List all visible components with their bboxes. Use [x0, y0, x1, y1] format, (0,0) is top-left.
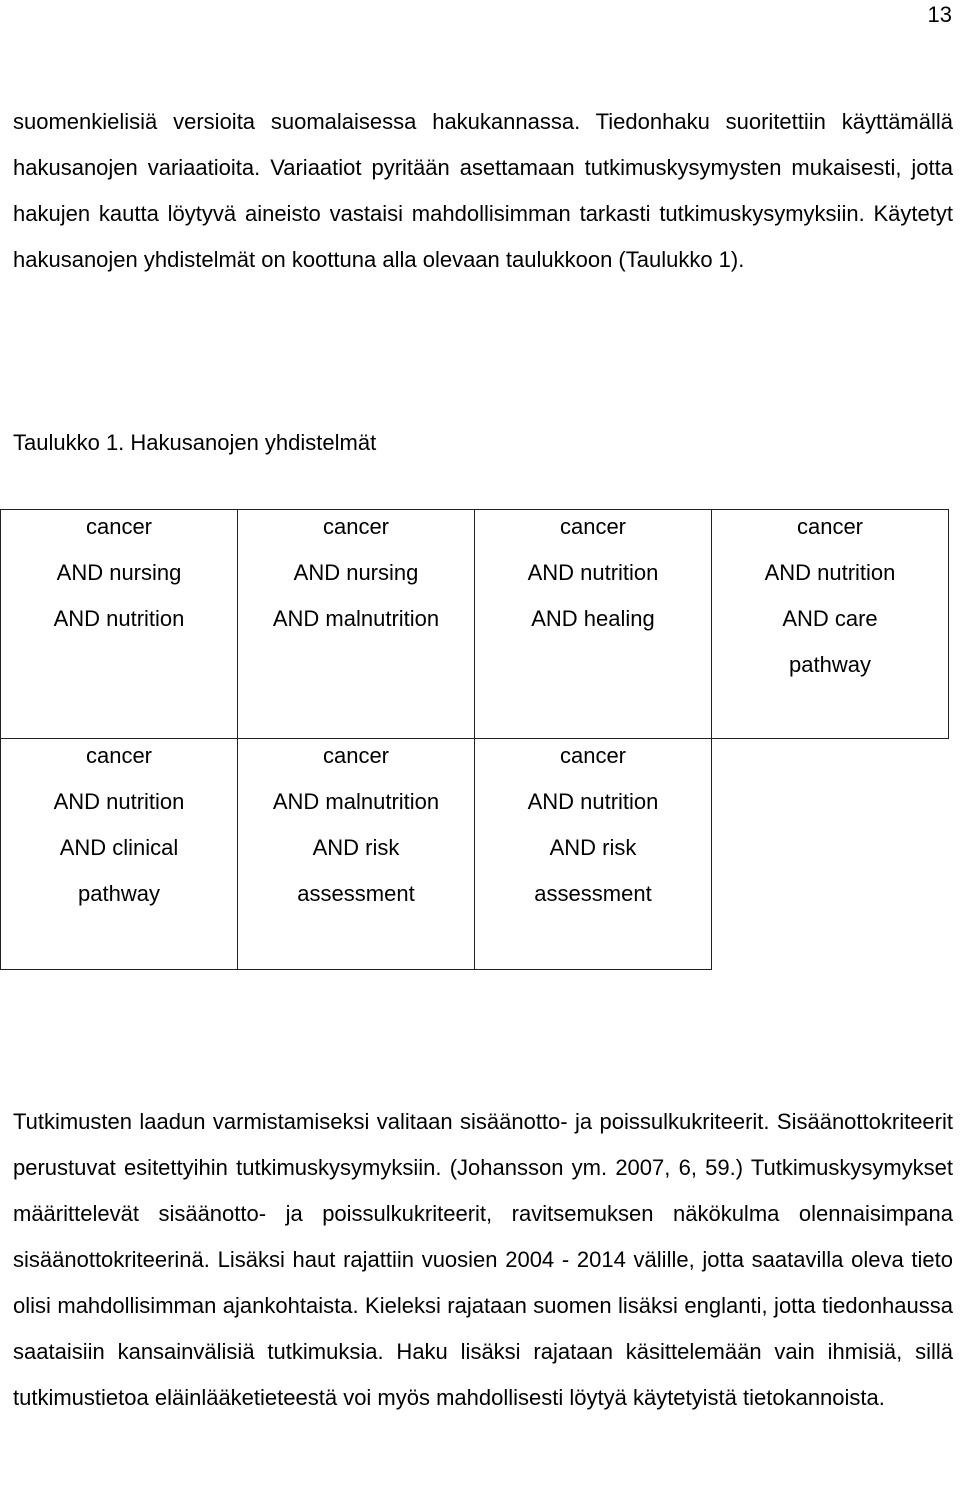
cell-line: AND clinical	[59, 835, 179, 860]
cell-line: AND nutrition	[527, 560, 659, 585]
cell-line: assessment	[297, 881, 415, 906]
cell-line: AND healing	[531, 606, 655, 631]
cell-line: pathway	[789, 652, 871, 677]
cell-line: AND malnutrition	[272, 789, 440, 814]
cell-line: AND care	[782, 606, 878, 631]
paragraph-intro: suomenkielisiä versioita suomalaisessa hakukannassa. Tiedonhaku suoritettiin käyttämällä hakusanojen variaatioita. Variaatiot pyritään asettamaan tutkimuskysymysten mukaisesti, jotta hakujen kautta löytyvä aineisto vastaisi mahdollisimman tarkasti tutkimuskysymyksiin. Käytetyt hakusanojen yhdistelmät on koottuna alla olevaan taulukkoon (Taulukko 1).	[13, 109, 953, 272]
cell-line: AND nutrition	[53, 789, 185, 814]
cell-line: AND nursing	[293, 560, 419, 585]
table-cell	[712, 510, 949, 739]
cell-line: AND nutrition	[764, 560, 896, 585]
page-number: 13	[927, 2, 952, 27]
cell-line: cancer	[85, 514, 153, 539]
cell-line: cancer	[796, 514, 864, 539]
cell-line: cancer	[85, 743, 153, 768]
cell-line: assessment	[534, 881, 652, 906]
paragraph-criteria: Tutkimusten laadun varmistamiseksi valitaan sisäänotto- ja poissulkukriteerit. Sisäänottokriteerit perustuvat esitettyihin tutkimuskysymyksiin. (Johansson ym. 2007, 6, 59.) Tutkimuskysymykset määrittelevät sisäänotto- ja poissulkukriteerit, ravitsemuksen näkökulma olennaisimpana sisäänottokriteerinä. Lisäksi haut rajattiin vuosien 2004 - 2014 välille, jotta saatavilla oleva tieto olisi mahdollisimman ajankohtaista. Kieleksi rajataan suomen lisäksi englanti, jotta tiedonhaussa saataisiin kansainvälisiä tutkimuksia. Haku lisäksi rajataan käsittelemään vain ihmisiä, sillä tutkimustietoa eläinlääketieteestä voi myös mahdollisesti löytyä käytetyistä tietokannoista.	[13, 1109, 953, 1410]
cell-line: AND malnutrition	[272, 606, 440, 631]
cell-line: pathway	[78, 881, 160, 906]
table-cell	[238, 739, 475, 970]
cell-line: AND nutrition	[53, 606, 185, 631]
cell-line: AND nutrition	[527, 789, 659, 814]
table-cell	[475, 510, 712, 739]
cell-line: AND risk	[549, 835, 637, 860]
cell-line: cancer	[559, 514, 627, 539]
cell-line: AND risk	[312, 835, 400, 860]
cell-line: AND nursing	[56, 560, 182, 585]
search-terms-table	[0, 509, 949, 970]
table-cell	[1, 510, 238, 739]
table-cell	[238, 510, 475, 739]
cell-line: cancer	[322, 743, 390, 768]
cell-line: cancer	[322, 514, 390, 539]
table-row	[1, 739, 949, 970]
empty-cell	[712, 739, 949, 970]
table-caption: Taulukko 1. Hakusanojen yhdistelmät	[13, 430, 377, 455]
table-cell	[1, 739, 238, 970]
cell-line: cancer	[559, 743, 627, 768]
table-row	[1, 510, 949, 739]
table-cell	[475, 739, 712, 970]
